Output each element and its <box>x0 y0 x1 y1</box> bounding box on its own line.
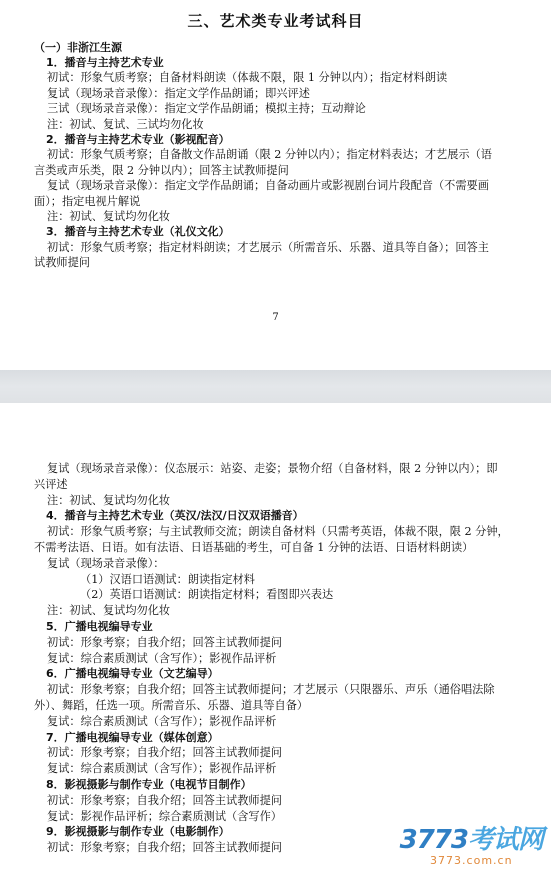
subsection-heading: 9．影视摄影与制作专业（电影制作） <box>46 825 230 839</box>
body-line: 初试：形象气质考察；与主试教师交流；朗读自备材料（只需考英语，体裁不限，限 2 分钟， <box>47 525 509 539</box>
body-line: （2）英语口语测试：朗读指定材料；看图即兴表达 <box>80 588 334 602</box>
body-line: 外）、舞蹈，任选一项。所需音乐、乐器、道具等自备） <box>34 699 309 712</box>
body-line: 复试（现场录音录像）：指定文学作品朗诵；即兴评述 <box>47 86 310 100</box>
body-line: 初试：形象考察；自我介绍；回答主试教师提问 <box>47 793 282 807</box>
body-line: 复试：综合素质测试（含写作）；影视作品评析 <box>47 762 277 776</box>
body-line: （1）汉语口语测试：朗读指定材料 <box>80 572 255 586</box>
document-page-1 <box>0 0 551 370</box>
page-title: 三、艺术类专业考试科目 <box>187 12 364 30</box>
body-line: 不需考法语、日语。如有法语、日语基础的考生，可自备 1 分钟的法语、日语材料朗读） <box>34 541 474 554</box>
body-line: 复试（现场录音录像）： <box>47 556 165 570</box>
body-line: 兴评述 <box>34 477 68 491</box>
body-line: 初试：形象气质考察；指定材料朗读；才艺展示（所需音乐、乐器、道具等自备）；回答主 <box>47 240 489 254</box>
body-line: 注：初试、复试均勿化妆 <box>47 604 171 618</box>
body-line: 复试（现场录音录像）：仪态展示：站姿、走姿；景物介绍（自备材料，限 2 分钟以内）；即 <box>47 462 498 475</box>
body-line: 初试：形象气质考察；自备材料朗读（体裁不限，限 1 分钟以内）；指定材料朗读 <box>47 71 448 85</box>
body-line: 注：初试、复试、三试均勿化妆 <box>47 117 204 131</box>
subsection-heading: 7．广播电视编导专业（媒体创意） <box>46 730 219 744</box>
body-line: 初试：形象气质考察；自备散文作品朗诵（限 2 分钟以内）；指定材料表达；才艺展示（语 <box>47 148 492 162</box>
body-line: 初试：形象考察；自我介绍；回答主试教师提问；才艺展示（只限器乐、声乐（通俗唱法除 <box>47 683 495 697</box>
body-line: 面）；指定电视片解说 <box>34 194 141 208</box>
document-page-2 <box>0 403 551 873</box>
page-separator <box>0 370 551 403</box>
body-line: 初试：形象考察；自我介绍；回答主试教师提问 <box>47 635 282 649</box>
body-line: 初试：形象考察；自我介绍；回答主试教师提问 <box>47 746 282 760</box>
body-line: 初试：形象考察；自我介绍；回答主试教师提问 <box>47 841 282 855</box>
body-line: 复试（现场录音录像）：指定文学作品朗诵；自备动画片或影视剧台词片段配音（不需要画 <box>47 179 489 193</box>
watermark-url: 3773.com.cn <box>430 854 513 867</box>
body-line: 言类或声乐类，限 2 分钟以内）；回答主试教师提问 <box>34 163 289 177</box>
body-line: 注：初试、复试均勿化妆 <box>47 210 171 223</box>
page-number: 7 <box>272 312 279 323</box>
section-heading: （一）非浙江生源 <box>34 41 122 54</box>
body-line: 注：初试、复试均勿化妆 <box>47 493 171 507</box>
watermark-name: 考试网 <box>467 825 543 855</box>
body-line: 试教师提问 <box>34 256 90 270</box>
body-line: 复试：影视作品评析；综合素质测试（含写作） <box>47 809 282 823</box>
body-line: 复试：综合素质测试（含写作）；影视作品评析 <box>47 714 277 728</box>
subsection-heading: 4．播音与主持艺术专业（英汉/法汉/日汉双语播音） <box>46 509 304 523</box>
subsection-heading: 6．广播电视编导专业（文艺编导） <box>46 667 219 681</box>
subsection-heading: 1．播音与主持艺术专业 <box>46 56 164 69</box>
watermark-number: 3773 <box>399 825 468 855</box>
watermark-logo <box>400 826 543 867</box>
body-line: 复试：综合素质测试（含写作）；影视作品评析 <box>47 651 277 665</box>
subsection-heading: 3．播音与主持艺术专业（礼仪文化） <box>46 225 230 239</box>
subsection-heading: 5．广播电视编导专业 <box>46 620 153 633</box>
subsection-heading: 8．影视摄影与制作专业（电视节目制作） <box>46 778 252 791</box>
subsection-heading: 2．播音与主持艺术专业（影视配音） <box>46 133 230 146</box>
body-line: 三试（现场录音录像）：指定文学作品朗诵；模拟主持；互动辩论 <box>47 102 366 116</box>
